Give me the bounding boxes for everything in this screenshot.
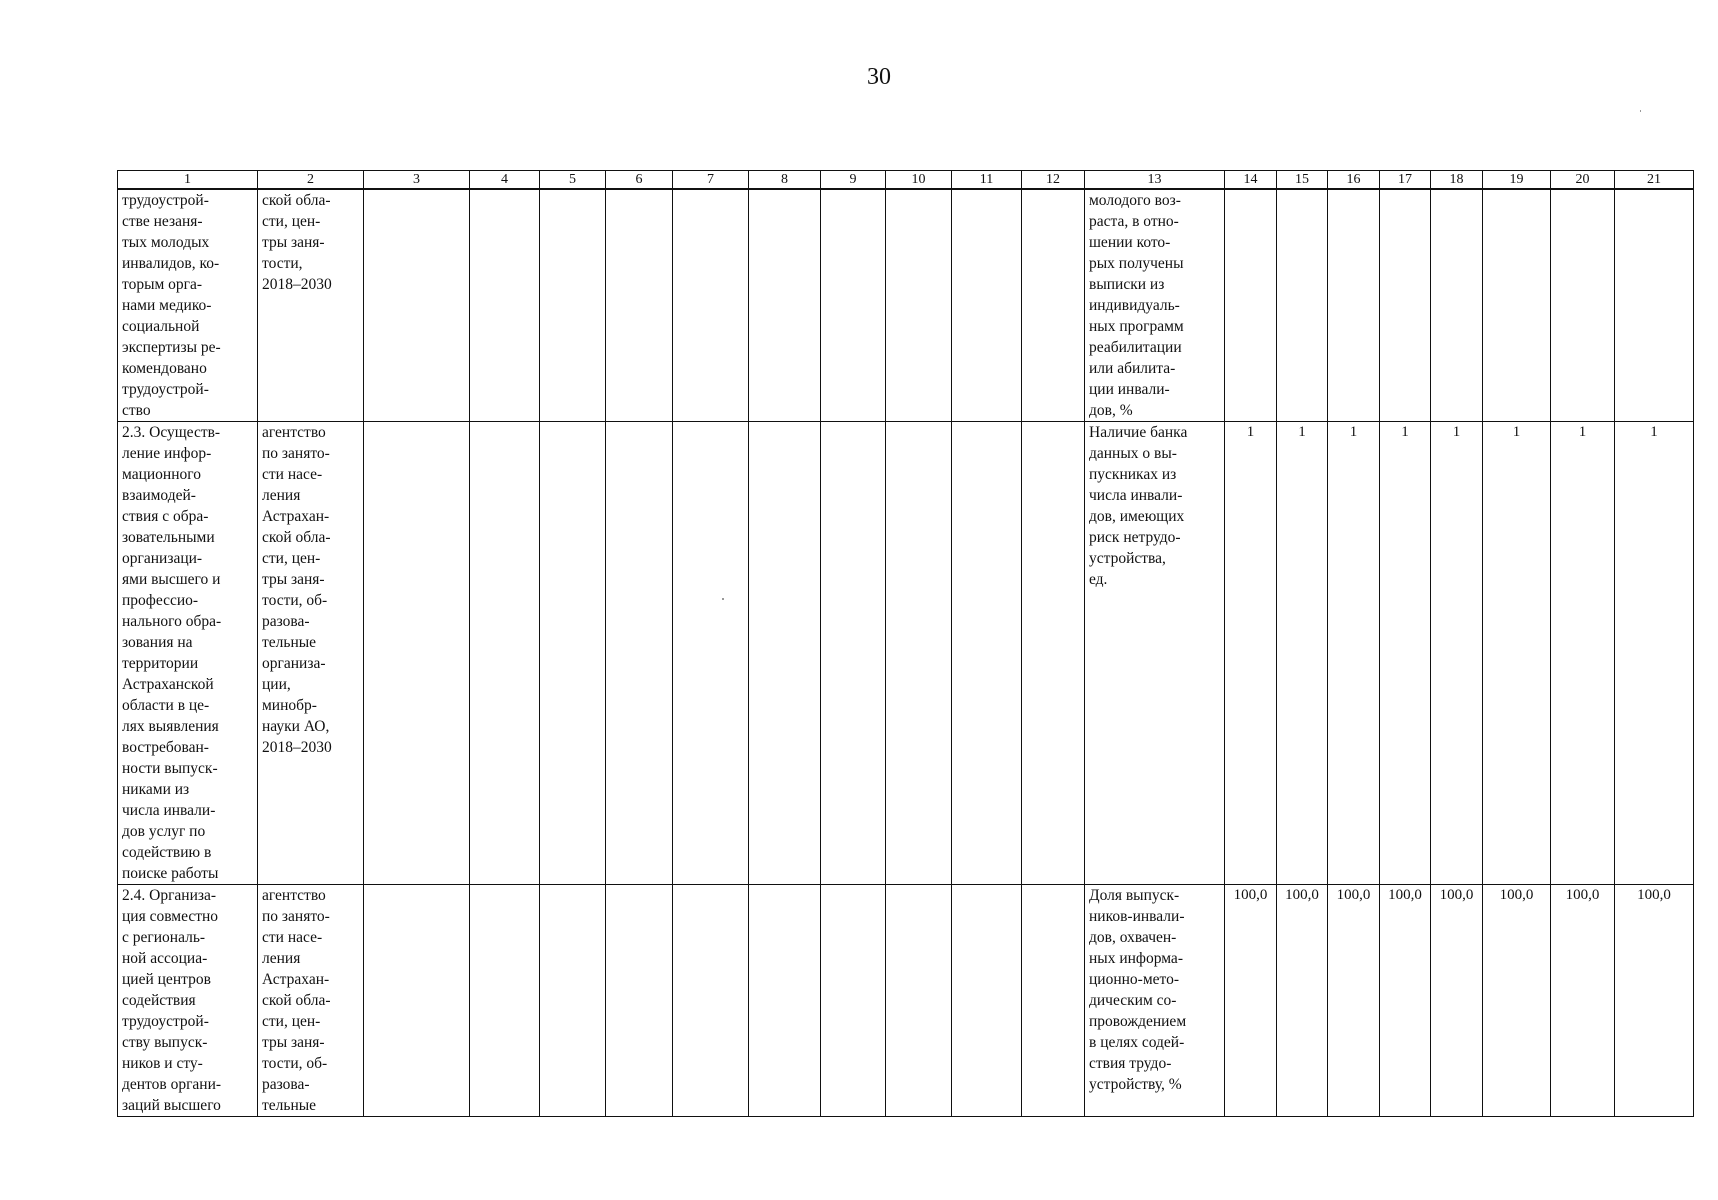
column-number-17: 17 [1380, 171, 1431, 190]
value-cell-col-21 [1615, 189, 1694, 422]
value-cell-col-18 [1431, 189, 1483, 422]
empty-cell-col-5 [540, 885, 606, 1117]
value-cell-col-21: 100,0 [1615, 885, 1694, 1117]
table-row [118, 885, 1694, 1117]
empty-cell-col-11 [952, 422, 1022, 885]
empty-cell-col-9 [821, 189, 886, 422]
column-number-3: 3 [364, 171, 470, 190]
value-cell-col-15 [1277, 189, 1328, 422]
column-number-14: 14 [1225, 171, 1277, 190]
empty-cell-col-12 [1022, 885, 1085, 1117]
value-cell-col-17: 1 [1380, 422, 1431, 885]
empty-cell-col-8 [749, 422, 821, 885]
empty-cell-col-12 [1022, 422, 1085, 885]
column-number-18: 18 [1431, 171, 1483, 190]
column-number-9: 9 [821, 171, 886, 190]
indicator-cell: молодого воз- раста, в отно- шении кото- рых получены выписки из индивидуаль- ных программ реабилитации или абилита- ции инвали- дов, % [1085, 189, 1225, 422]
value-cell-col-21: 1 [1615, 422, 1694, 885]
value-cell-col-16: 1 [1328, 422, 1380, 885]
value-cell-col-19 [1483, 189, 1551, 422]
value-cell-col-18: 1 [1431, 422, 1483, 885]
column-number-1: 1 [118, 171, 258, 190]
column-number-8: 8 [749, 171, 821, 190]
empty-cell-col-6 [606, 885, 673, 1117]
empty-cell-col-10 [886, 189, 952, 422]
value-cell-col-20: 100,0 [1551, 885, 1615, 1117]
executor-cell: агентство по занято- сти насе- ления Астрахан- ской обла- сти, цен- тры заня- тости, об- разова- тельные организа- ции, минобр- науки АО, 2018–2030 [258, 422, 364, 885]
column-number-header-row [118, 171, 1694, 190]
measure-cell: 2.3. Осуществ- ление инфор- мационного взаимодей- ствия с обра- зовательными организаци- ями высшего и профессио- нального обра- зования на территории Астраханской области в це- лях выявления востребован- ности выпуск- никами из числа инвали- дов услуг по содействию в поиске работы [118, 422, 258, 885]
empty-cell-col-11 [952, 189, 1022, 422]
measure-cell: трудоустрой- стве незаня- тых молодых инвалидов, ко- торым орга- нами медико- социальной экспертизы ре- комендовано трудоустрой- ство [118, 189, 258, 422]
empty-cell-col-7 [673, 189, 749, 422]
column-number-7: 7 [673, 171, 749, 190]
column-number-6: 6 [606, 171, 673, 190]
empty-cell-col-4 [470, 885, 540, 1117]
value-cell-col-17: 100,0 [1380, 885, 1431, 1117]
empty-cell-col-7 [673, 422, 749, 885]
executor-cell: ской обла- сти, цен- тры заня- тости, 2018–2030 [258, 189, 364, 422]
table-row [118, 189, 1694, 422]
value-cell-col-17 [1380, 189, 1431, 422]
empty-cell-col-11 [952, 885, 1022, 1117]
column-number-13: 13 [1085, 171, 1225, 190]
empty-cell-col-3 [364, 885, 470, 1117]
empty-cell-col-7 [673, 885, 749, 1117]
column-number-15: 15 [1277, 171, 1328, 190]
column-number-4: 4 [470, 171, 540, 190]
indicator-table [117, 170, 1694, 1117]
empty-cell-col-6 [606, 189, 673, 422]
scan-speck [1640, 110, 1641, 112]
measure-cell: 2.4. Организа- ция совместно с региональ- ной ассоциа- цией центров содействия трудоустрой- ству выпуск- ников и сту- дентов органи- заций высшего [118, 885, 258, 1117]
column-number-11: 11 [952, 171, 1022, 190]
column-number-20: 20 [1551, 171, 1615, 190]
empty-cell-col-6 [606, 422, 673, 885]
column-number-12: 12 [1022, 171, 1085, 190]
value-cell-col-18: 100,0 [1431, 885, 1483, 1117]
page-number: 30 [867, 64, 891, 90]
empty-cell-col-3 [364, 422, 470, 885]
empty-cell-col-10 [886, 422, 952, 885]
value-cell-col-16 [1328, 189, 1380, 422]
empty-cell-col-8 [749, 885, 821, 1117]
value-cell-col-20 [1551, 189, 1615, 422]
empty-cell-col-10 [886, 885, 952, 1117]
value-cell-col-15: 1 [1277, 422, 1328, 885]
value-cell-col-19: 1 [1483, 422, 1551, 885]
indicator-cell: Доля выпуск- ников-инвали- дов, охвачен- ных информа- ционно-мето- дическим со- провождением в целях содей- ствия трудо- устройству, % [1085, 885, 1225, 1117]
empty-cell-col-8 [749, 189, 821, 422]
value-cell-col-16: 100,0 [1328, 885, 1380, 1117]
value-cell-col-20: 1 [1551, 422, 1615, 885]
empty-cell-col-9 [821, 885, 886, 1117]
scan-speck [722, 598, 724, 600]
empty-cell-col-12 [1022, 189, 1085, 422]
value-cell-col-14: 100,0 [1225, 885, 1277, 1117]
column-number-5: 5 [540, 171, 606, 190]
indicator-cell: Наличие банка данных о вы- пускниках из числа инвали- дов, имеющих риск нетрудо- устройства, ед. [1085, 422, 1225, 885]
table-row [118, 422, 1694, 885]
empty-cell-col-9 [821, 422, 886, 885]
empty-cell-col-5 [540, 422, 606, 885]
executor-cell: агентство по занято- сти насе- ления Астрахан- ской обла- сти, цен- тры заня- тости, об- разова- тельные [258, 885, 364, 1117]
empty-cell-col-5 [540, 189, 606, 422]
column-number-21: 21 [1615, 171, 1694, 190]
column-number-19: 19 [1483, 171, 1551, 190]
value-cell-col-14: 1 [1225, 422, 1277, 885]
value-cell-col-15: 100,0 [1277, 885, 1328, 1117]
column-number-10: 10 [886, 171, 952, 190]
column-number-2: 2 [258, 171, 364, 190]
empty-cell-col-4 [470, 422, 540, 885]
column-number-16: 16 [1328, 171, 1380, 190]
value-cell-col-19: 100,0 [1483, 885, 1551, 1117]
value-cell-col-14 [1225, 189, 1277, 422]
empty-cell-col-3 [364, 189, 470, 422]
empty-cell-col-4 [470, 189, 540, 422]
